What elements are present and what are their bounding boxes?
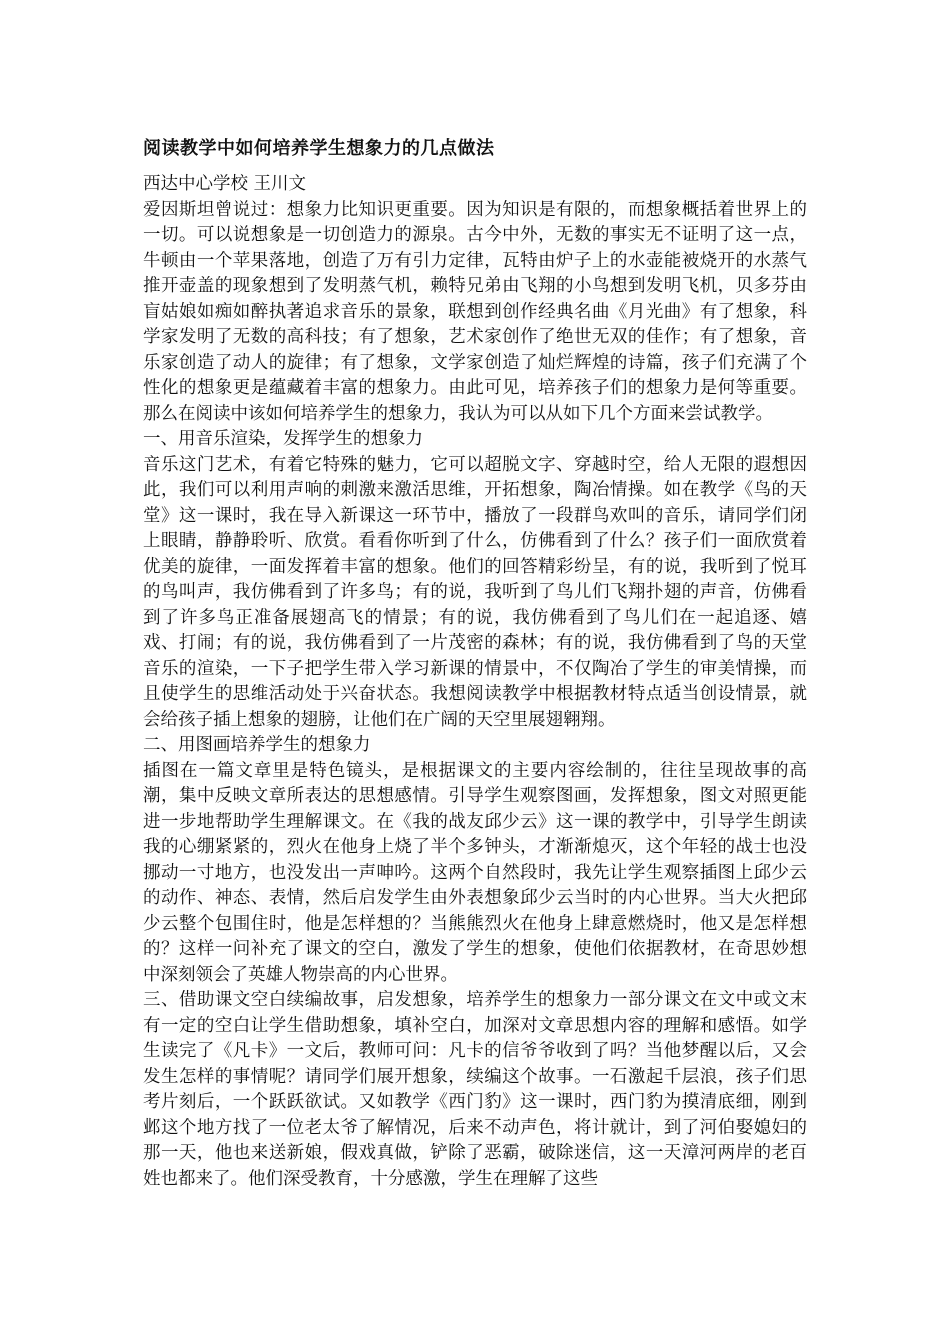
document-body: [143, 136, 807, 1192]
section-heading-2: 二、用图画培养学生的想象力: [143, 735, 371, 755]
section-paragraph-3: 三、借助课文空白续编故事，启发想象，培养学生的想象力一部分课文在文中或文末有一定的空白让学生借助想象，填补空白，加深对文章思想内容的理解和感悟。如学生读完了《凡卡》一文后，教师可问：凡卡的信爷爷收到了吗？当他梦醒以后，又会发生怎样的事情呢？请同学们展开想象，续编这个故事。一石激起千层浪，孩子们思考片刻后，一个跃跃欲试。又如教学《西门豹》这一课时，西门豹为摸清底细，刚到邺这个地方找了一位老太爷了解情况，后来不动声色，将计就计，到了河伯娶媳妇的那一天，他也来送新娘，假戏真做，铲除了恶霸，破除迷信，这一天漳河两岸的老百姓也都来了。他们深受教育，十分感激，学生在理解了这些: [143, 990, 807, 1189]
section-paragraph-2: 插图在一篇文章里是特色镜头，是根据课文的主要内容绘制的，往往呈现故事的高潮，集中反映文章所表达的思想感情。引导学生观察图画，发挥想象，图文对照更能进一步地帮助学生理解课文。在《我的战友邱少云》这一课的教学中，引导学生朗读我的心绷紧紧的，烈火在他身上烧了半个多钟头，才渐渐熄灭，这个年轻的战士也没挪动一寸地方，也没发出一声呻吟。这两个自然段时，我先让学生观察插图上邱少云的动作、神态、表情，然后启发学生由外表想象邱少云当时的内心世界。当大火把邱少云整个包围住时，他是怎样想的？当熊熊烈火在他身上肆意燃烧时，他又是怎样想的？这样一问补充了课文的空白，激发了学生的想象，使他们依据教材，在奇思妙想中深刻领会了英雄人物崇高的内心世界。: [143, 760, 807, 985]
section-paragraph-1: 音乐这门艺术，有着它特殊的魅力，它可以超脱文字、穿越时空，给人无限的遐想因此，我们可以利用声响的刺激来激活思维，开拓想象，陶冶情操。如在教学《鸟的天堂》这一课时，我在导入新课这一环节中，播放了一段群鸟欢叫的音乐，请同学们闭上眼睛，静静聆听、欣赏。看看你听到了什么，仿佛看到了什么？孩子们一面欣赏着优美的旋律，一面发挥着丰富的想象。他们的回答精彩纷呈，有的说，我听到了悦耳的鸟叫声，我仿佛看到了许多鸟；有的说，我听到了鸟儿们飞翔扑翅的声音，仿佛看到了许多鸟正准备展翅高飞的情景；有的说，我仿佛看到了鸟儿们在一起追逐、嬉戏、打闹；有的说，我仿佛看到了一片茂密的森林；有的说，我仿佛看到了鸟的天堂音乐的渲染，一下子把学生带入学习新课的情景中，不仅陶冶了学生的审美情操，而且使学生的思维活动处于兴奋状态。我想阅读教学中根据教材特点适当创设情景，就会给孩子插上想象的翅膀，让他们在广阔的天空里展翅翱翔。: [143, 454, 807, 730]
author-line: 西达中心学校 王川文: [143, 174, 307, 194]
document-title: 阅读教学中如何培养学生想象力的几点做法: [143, 138, 495, 159]
intro-paragraph: 爱因斯坦曾说过：想象力比知识更重要。因为知识是有限的，而想象概括着世界上的一切。可以说想象是一切创造力的源泉。古今中外，无数的事实无不证明了这一点，牛顿由一个苹果落地，创造了万有引力定律，瓦特由炉子上的水壶能被烧开的水蒸气推开壶盖的现象想到了发明蒸气机，赖特兄弟由飞翔的小鸟想到发明飞机，贝多芬由盲姑娘如痴如醉执著追求音乐的景象，联想到创作经典名曲《月光曲》有了想象，科学家发明了无数的高科技；有了想象，艺术家创作了绝世无双的佳作；有了想象，音乐家创造了动人的旋律；有了想象，文学家创造了灿烂辉煌的诗篇，孩子们充满了个性化的想象更是蕴藏着丰富的想象力。由此可见，培养孩子们的想象力是何等重要。那么在阅读中该如何培养学生的想象力，我认为可以从如下几个方面来尝试教学。: [143, 199, 807, 424]
section-heading-1: 一、用音乐渲染，发挥学生的想象力: [143, 429, 423, 449]
